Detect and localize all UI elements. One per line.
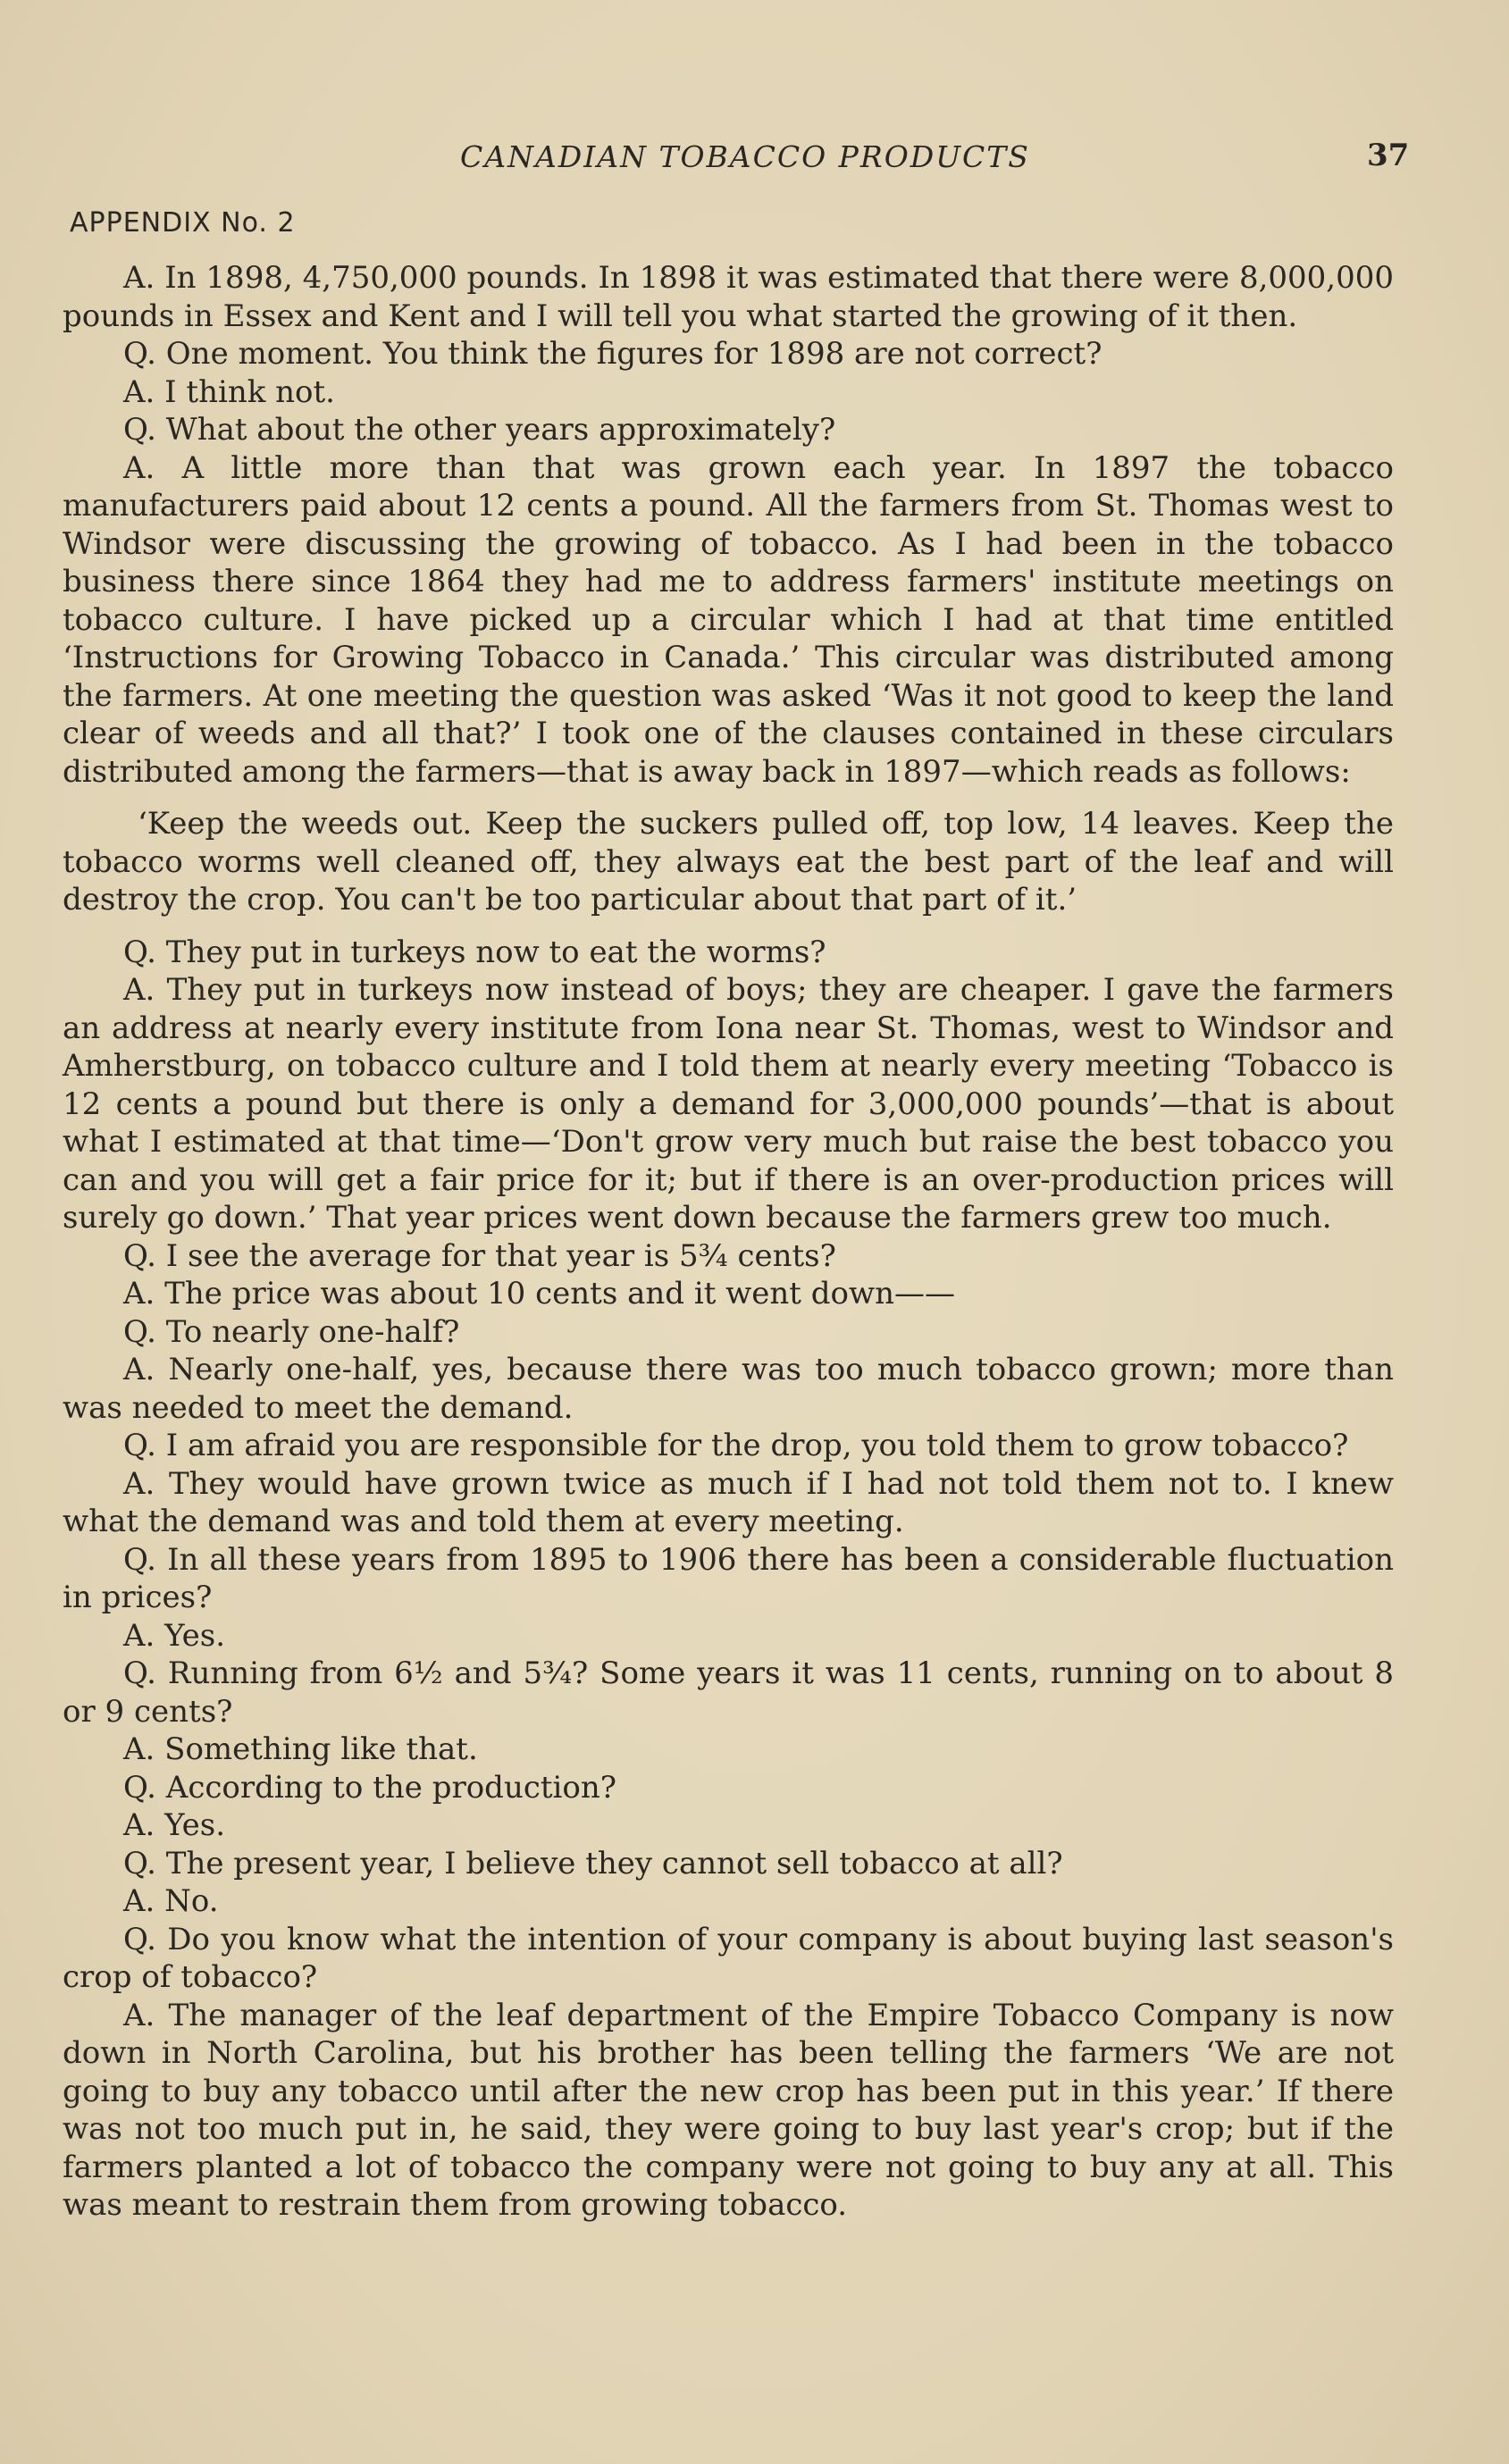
page-header bbox=[0, 134, 1509, 179]
paragraph: A. Yes. bbox=[123, 1617, 226, 1654]
paragraph: A. They would have grown twice as much if I had not told them not to. I knew what the demand was and told them at every meeting. bbox=[63, 1465, 1394, 1539]
paragraph: Q. What about the other years approximately? bbox=[123, 412, 836, 448]
appendix-label: APPENDIX No. 2 bbox=[70, 207, 296, 239]
paragraph: Q. I see the average for that year is 5¾ cents? bbox=[123, 1237, 836, 1274]
paragraph: A. I think not. bbox=[123, 373, 335, 410]
paragraph: A. Nearly one-half, yes, because there was too much tobacco grown; more than was needed to meet the demand. bbox=[63, 1352, 1394, 1426]
paragraph: Q. In all these years from 1895 to 1906 there has been a considerable fluctuation in prices? bbox=[63, 1541, 1394, 1615]
paragraph: Q. According to the production? bbox=[123, 1769, 617, 1806]
quoted-circular: ‘Keep the weeds out. Keep the suckers pulled off, top low, 14 leaves. Keep the tobacco worms well cleaned off, they always eat the best part of the leaf and will destroy the crop. You can't be too particular about that part of it.’ bbox=[63, 806, 1394, 918]
paragraph: A. They put in turkeys now instead of boys; they are cheaper. I gave the farmers an address at nearly every institute from Iona near St. Thomas, west to Windsor and Amherstburg, on tobacco culture and I told them at nearly every meeting ‘Tobacco is 12 cents a pound but there is only a demand for 3,000,000 pounds’—that is about what I estimated at that time—‘Don't grow very much but raise the best tobacco you can and you will get a fair price for it; but if there is an over-production prices will surely go down.’ That year prices went down because the farmers grew too much. bbox=[63, 972, 1394, 1236]
paragraph: A. The manager of the leaf department of the Empire Tobacco Company is now down in North Carolina, but his brother has been telling the farmers ‘We are not going to buy any tobacco until after the new crop has been put in this year.’ If there was not too much put in, he said, they were going to buy last year's crop; but if the farmers planted a lot of tobacco the company were not going to buy any at all. This was meant to restrain them from growing tobacco. bbox=[63, 1997, 1394, 2223]
paragraph: Q. Running from 6½ and 5¾? Some years it was 11 cents, running on to about 8 or 9 cents? bbox=[63, 1655, 1394, 1730]
paragraph: A. A little more than that was grown each year. In 1897 the tobacco manufacturers paid about 12 cents a pound. All the farmers from St. Thomas west to Windsor were discussing the growing of tobacco. As I had been in the tobacco business there since 1864 they had me to address farmers' institute meetings on tobacco culture. I have picked up a circular which I had at that time entitled ‘Instructions for Growing Tobacco in Canada.’ This circular was distributed among the farmers. At one meeting the question was asked ‘Was it not good to keep the land clear of weeds and all that?’ I took one of the clauses contained in these circulars distributed among the farmers—that is away back in 1897—which reads as follows: bbox=[63, 449, 1394, 790]
paragraph: A. The price was about 10 cents and it went down—— bbox=[123, 1276, 955, 1312]
paragraph: A. Something like that. bbox=[123, 1731, 478, 1767]
paragraph: Q. I am afraid you are responsible for the drop, you told them to grow tobacco? bbox=[123, 1428, 1349, 1463]
paragraph: Q. To nearly one-half? bbox=[123, 1313, 460, 1350]
testimony-body bbox=[63, 259, 1394, 2225]
running-title: CANADIAN TOBACCO PRODUCTS bbox=[460, 139, 1030, 174]
paragraph: A. In 1898, 4,750,000 pounds. In 1898 it was estimated that there were 8,000,000 pounds in Essex and Kent and I will tell you what started the growing of it then. bbox=[63, 260, 1394, 334]
page-number: 37 bbox=[1367, 138, 1410, 173]
paragraph: Q. The present year, I believe they cannot sell tobacco at all? bbox=[123, 1845, 1063, 1882]
paragraph: Q. One moment. You think the figures for 1898 are not correct? bbox=[123, 336, 1102, 372]
paragraph: A. No. bbox=[123, 1883, 219, 1919]
paragraph: Q. Do you know what the intention of your company is about buying last season's crop of tobacco? bbox=[63, 1921, 1394, 1995]
paragraph: A. Yes. bbox=[123, 1807, 226, 1843]
paragraph: Q. They put in turkeys now to eat the worms? bbox=[123, 934, 826, 970]
